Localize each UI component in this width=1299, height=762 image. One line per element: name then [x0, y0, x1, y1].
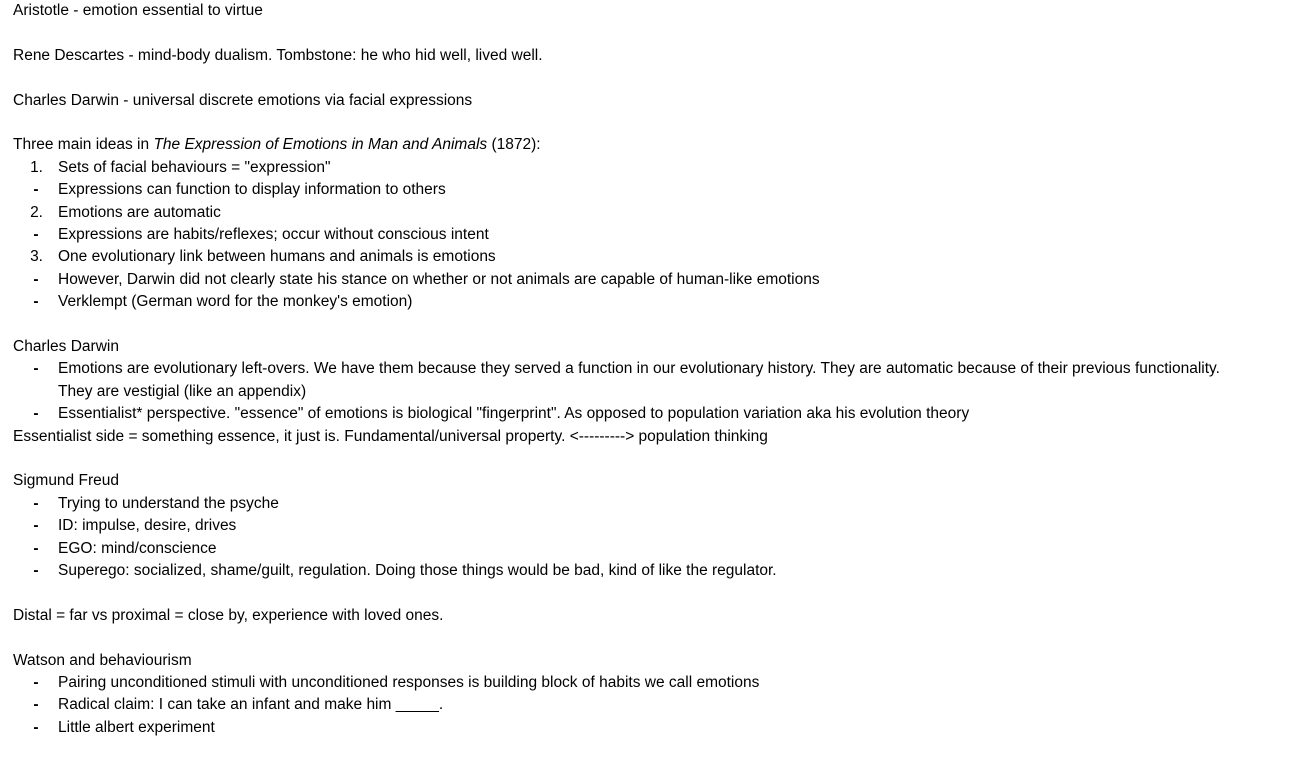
freud-bullet-1 — [13, 493, 1293, 515]
watson-heading: Watson and behaviourism — [13, 651, 192, 669]
darwin-heading: Charles Darwin — [13, 337, 119, 355]
dash-bullet: - — [33, 718, 39, 736]
book-title: The Expression of Emotions in Man and Animals — [153, 136, 488, 154]
idea-2-detail — [13, 224, 1293, 246]
dash-bullet: - — [33, 494, 39, 512]
bullet-text: Superego: socialized, shame/guilt, regulation. Doing those things would be bad, kind of like the regulator. — [58, 561, 777, 579]
essentialist-note: Essentialist side = something essence, it just is. Fundamental/universal property. <---------> population thinking — [13, 427, 768, 445]
idea-3-detail-a — [13, 269, 1293, 291]
detail-text: Expressions can function to display information to others — [58, 181, 446, 199]
idea-2 — [13, 202, 1293, 224]
idea-3 — [13, 246, 1293, 268]
idea-3-detail-b — [13, 291, 1293, 313]
watson-bullet-3 — [13, 717, 1293, 739]
bullet-text: Pairing unconditioned stimuli with unconditioned responses is building block of habits we call emotions — [58, 673, 760, 691]
darwin-bullet-1 — [13, 358, 1253, 403]
freud-bullet-2 — [13, 515, 1293, 537]
bullet-text: ID: impulse, desire, drives — [58, 517, 237, 535]
dash-bullet: - — [33, 360, 39, 378]
idea-text: Emotions are automatic — [58, 203, 221, 221]
dash-bullet: - — [33, 561, 39, 579]
bullet-text: EGO: mind/conscience — [58, 539, 217, 557]
darwin-bullet-2 — [13, 403, 1293, 425]
bullet-text: Little albert experiment — [58, 718, 215, 736]
list-number: 3. — [30, 248, 43, 266]
watson-bullet-1 — [13, 672, 1293, 694]
freud-bullet-3 — [13, 538, 1293, 560]
bullet-text: Trying to understand the psyche — [58, 494, 279, 512]
freud-heading: Sigmund Freud — [13, 472, 119, 490]
detail-text: Expressions are habits/reflexes; occur without conscious intent — [58, 225, 489, 243]
dash-bullet: - — [33, 225, 39, 243]
three-ideas-suffix: (1872): — [487, 136, 541, 154]
dash-bullet: - — [33, 270, 39, 288]
bullet-text: Emotions are evolutionary left-overs. We have them because they served a function in our evolutionary history. They are automatic because of their previous functionality. They are vestigial (like an appendix) — [58, 360, 1220, 400]
three-ideas-heading — [13, 134, 1293, 156]
descartes-line: Rene Descartes - mind-body dualism. Tombstone: he who hid well, lived well. — [13, 46, 543, 64]
dash-bullet: - — [33, 181, 39, 199]
idea-1 — [13, 157, 1293, 179]
detail-text: However, Darwin did not clearly state his stance on whether or not animals are capable of human-like emotions — [58, 270, 820, 288]
dash-bullet: - — [33, 405, 39, 423]
idea-1-detail — [13, 179, 1293, 201]
freud-bullet-4 — [13, 560, 1293, 582]
watson-bullet-2 — [13, 694, 1293, 716]
dash-bullet: - — [33, 539, 39, 557]
document-body — [13, 0, 1293, 739]
dash-bullet: - — [33, 517, 39, 535]
darwin-summary-line: Charles Darwin - universal discrete emotions via facial expressions — [13, 91, 473, 109]
list-number: 2. — [30, 203, 43, 221]
list-number: 1. — [30, 158, 43, 176]
idea-text: Sets of facial behaviours = "expression" — [58, 158, 331, 176]
aristotle-line: Aristotle - emotion essential to virtue — [13, 2, 263, 19]
idea-text: One evolutionary link between humans and animals is emotions — [58, 248, 496, 266]
distal-line: Distal = far vs proximal = close by, experience with loved ones. — [13, 606, 444, 624]
dash-bullet: - — [33, 293, 39, 311]
dash-bullet: - — [33, 696, 39, 714]
bullet-text: Essentialist* perspective. "essence" of emotions is biological "fingerprint". As opposed to population variation aka his evolution theory — [58, 405, 970, 423]
detail-text: Verklempt (German word for the monkey's emotion) — [58, 293, 413, 311]
bullet-text: Radical claim: I can take an infant and make him _____. — [58, 696, 444, 714]
dash-bullet: - — [33, 673, 39, 691]
three-ideas-prefix: Three main ideas in — [13, 136, 154, 154]
